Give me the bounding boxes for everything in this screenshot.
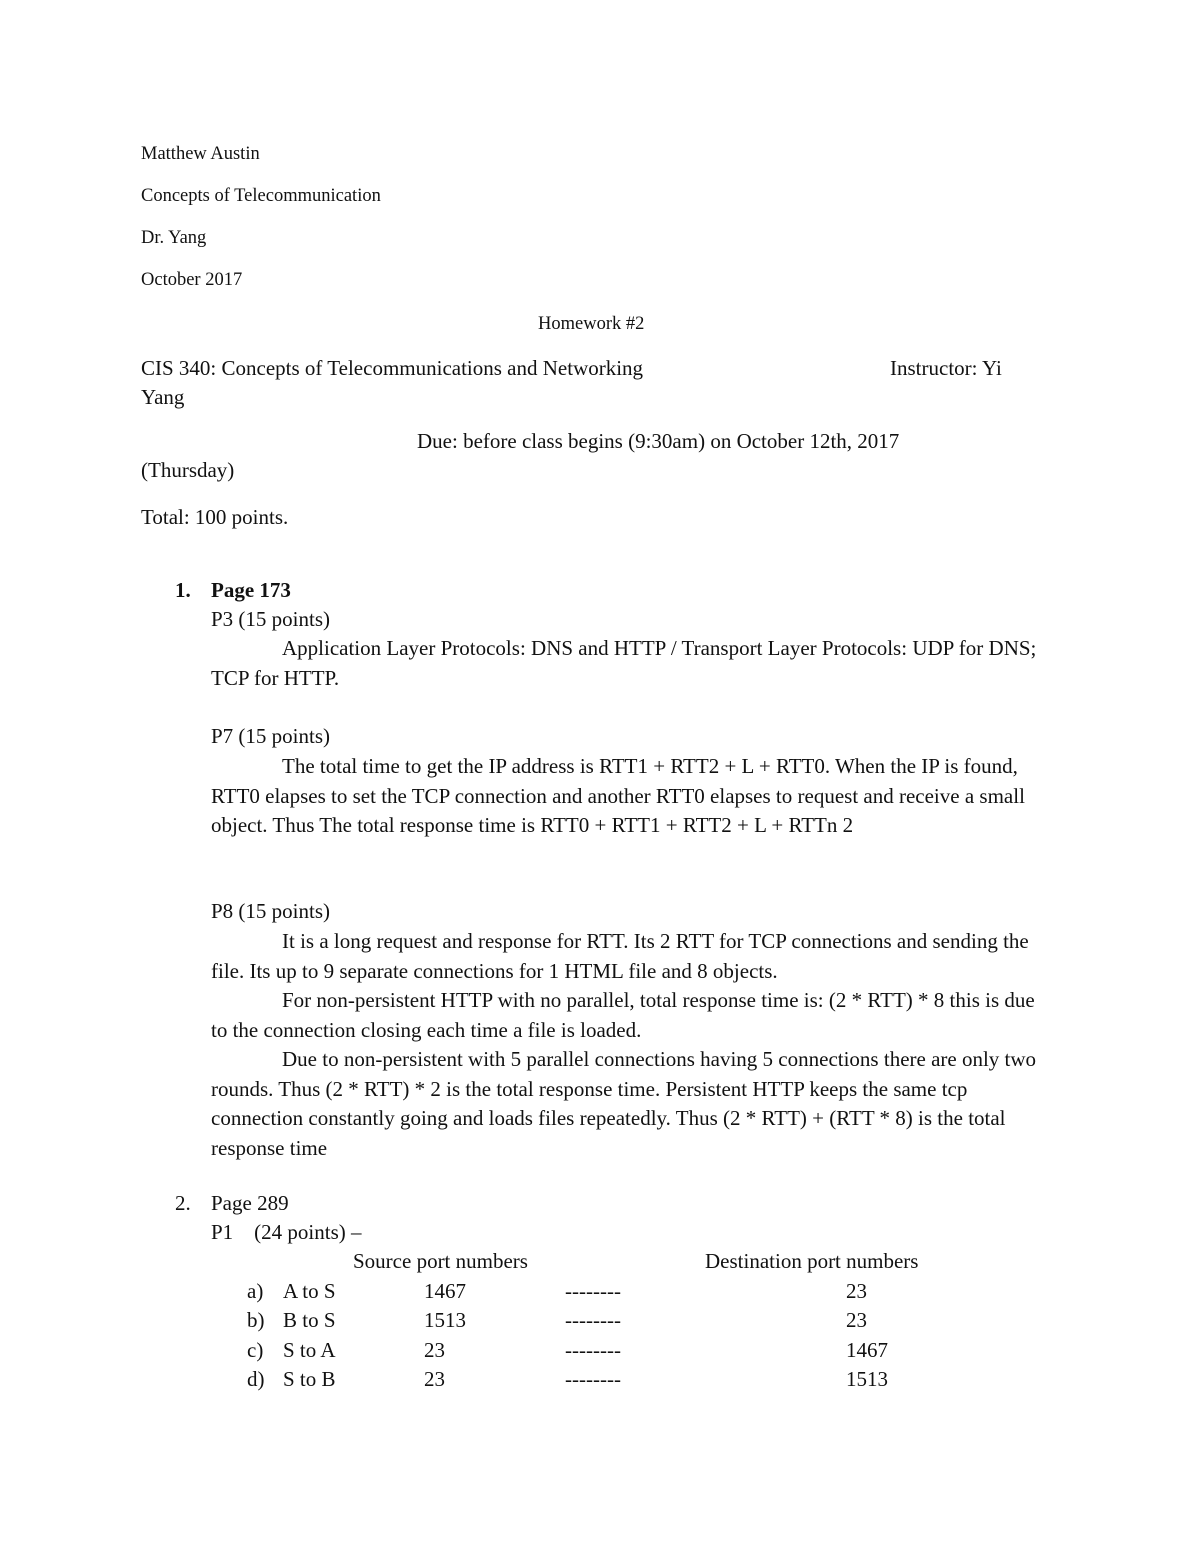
author-name: Matthew Austin (141, 144, 260, 164)
total-points: Total: 100 points. (141, 505, 289, 529)
row-letter: d) (247, 1367, 265, 1391)
row-separator: -------- (565, 1308, 621, 1332)
p1-label: P1 (24 points) – (211, 1220, 362, 1244)
p7-label: P7 (15 points) (211, 724, 331, 748)
row-label: S to B (283, 1367, 336, 1391)
p8-answer (211, 927, 1051, 1163)
row-separator: -------- (565, 1367, 621, 1391)
p8-label: P8 (15 points) (211, 899, 331, 923)
p8-text-3: Due to non-persistent with 5 parallel connections having 5 connections there are only two rounds. Thus (2 * RTT) * 2 is the total response time. Persistent HTTP keeps the same tcp connection constantly going and loads files repeatedly. Thus (2 * RTT) + (RTT * 8) is the total response time (211, 1047, 1037, 1160)
row-label: A to S (283, 1279, 336, 1303)
row-destination-port: 23 (846, 1308, 867, 1332)
row-separator: -------- (565, 1338, 621, 1362)
question-1-number: 1. (175, 578, 191, 602)
row-destination-port: 23 (846, 1279, 867, 1303)
question-2-heading: Page 289 (211, 1191, 289, 1215)
column-header-destination: Destination port numbers (705, 1249, 919, 1273)
p7-answer (211, 752, 1051, 841)
row-separator: -------- (565, 1279, 621, 1303)
p8-text-1: It is a long request and response for RTT. Its 2 RTT for TCP connections and sending the file. Its up to 9 separate connections for 1 HTML file and 8 objects. (211, 929, 1029, 983)
course-line-wrap: Yang (141, 385, 185, 409)
course-line-left: CIS 340: Concepts of Telecommunications and Networking (141, 356, 644, 380)
due-line: Due: before class begins (9:30am) on October 12th, 2017 (417, 429, 900, 453)
row-label: S to A (283, 1338, 336, 1362)
row-destination-port: 1513 (846, 1367, 888, 1391)
row-source-port: 23 (424, 1338, 445, 1362)
p7-text: The total time to get the IP address is RTT1 + RTT2 + L + RTT0. When the IP is found, RTT0 elapses to set the TCP connection and another RTT0 elapses to request and receive a small object. Thus The total response time is RTT0 + RTT1 + RTT2 + L + RTTn 2 (211, 754, 1025, 837)
question-1-heading: Page 173 (211, 578, 291, 602)
document-title: Homework #2 (538, 314, 645, 334)
submission-date: October 2017 (141, 270, 243, 290)
row-label: B to S (283, 1308, 336, 1332)
p8-text-2: For non-persistent HTTP with no parallel, total response time is: (2 * RTT) * 8 this is due to the connection closing each time a file is loaded. (211, 988, 1035, 1042)
row-source-port: 1513 (424, 1308, 466, 1332)
due-day: (Thursday) (141, 458, 235, 482)
row-source-port: 23 (424, 1367, 445, 1391)
row-letter: a) (247, 1279, 264, 1303)
instructor-name: Dr. Yang (141, 228, 207, 248)
row-source-port: 1467 (424, 1279, 466, 1303)
question-2-number: 2. (175, 1191, 191, 1215)
column-header-source: Source port numbers (353, 1249, 528, 1273)
row-letter: c) (247, 1338, 264, 1362)
row-letter: b) (247, 1308, 265, 1332)
p3-text: Application Layer Protocols: DNS and HTTP / Transport Layer Protocols: UDP for DNS; TCP for HTTP. (211, 636, 1037, 690)
p3-label: P3 (15 points) (211, 607, 331, 631)
course-line-instructor: Instructor: Yi (890, 356, 1002, 380)
p3-answer (211, 634, 1051, 693)
row-destination-port: 1467 (846, 1338, 888, 1362)
course-name: Concepts of Telecommunication (141, 186, 381, 206)
